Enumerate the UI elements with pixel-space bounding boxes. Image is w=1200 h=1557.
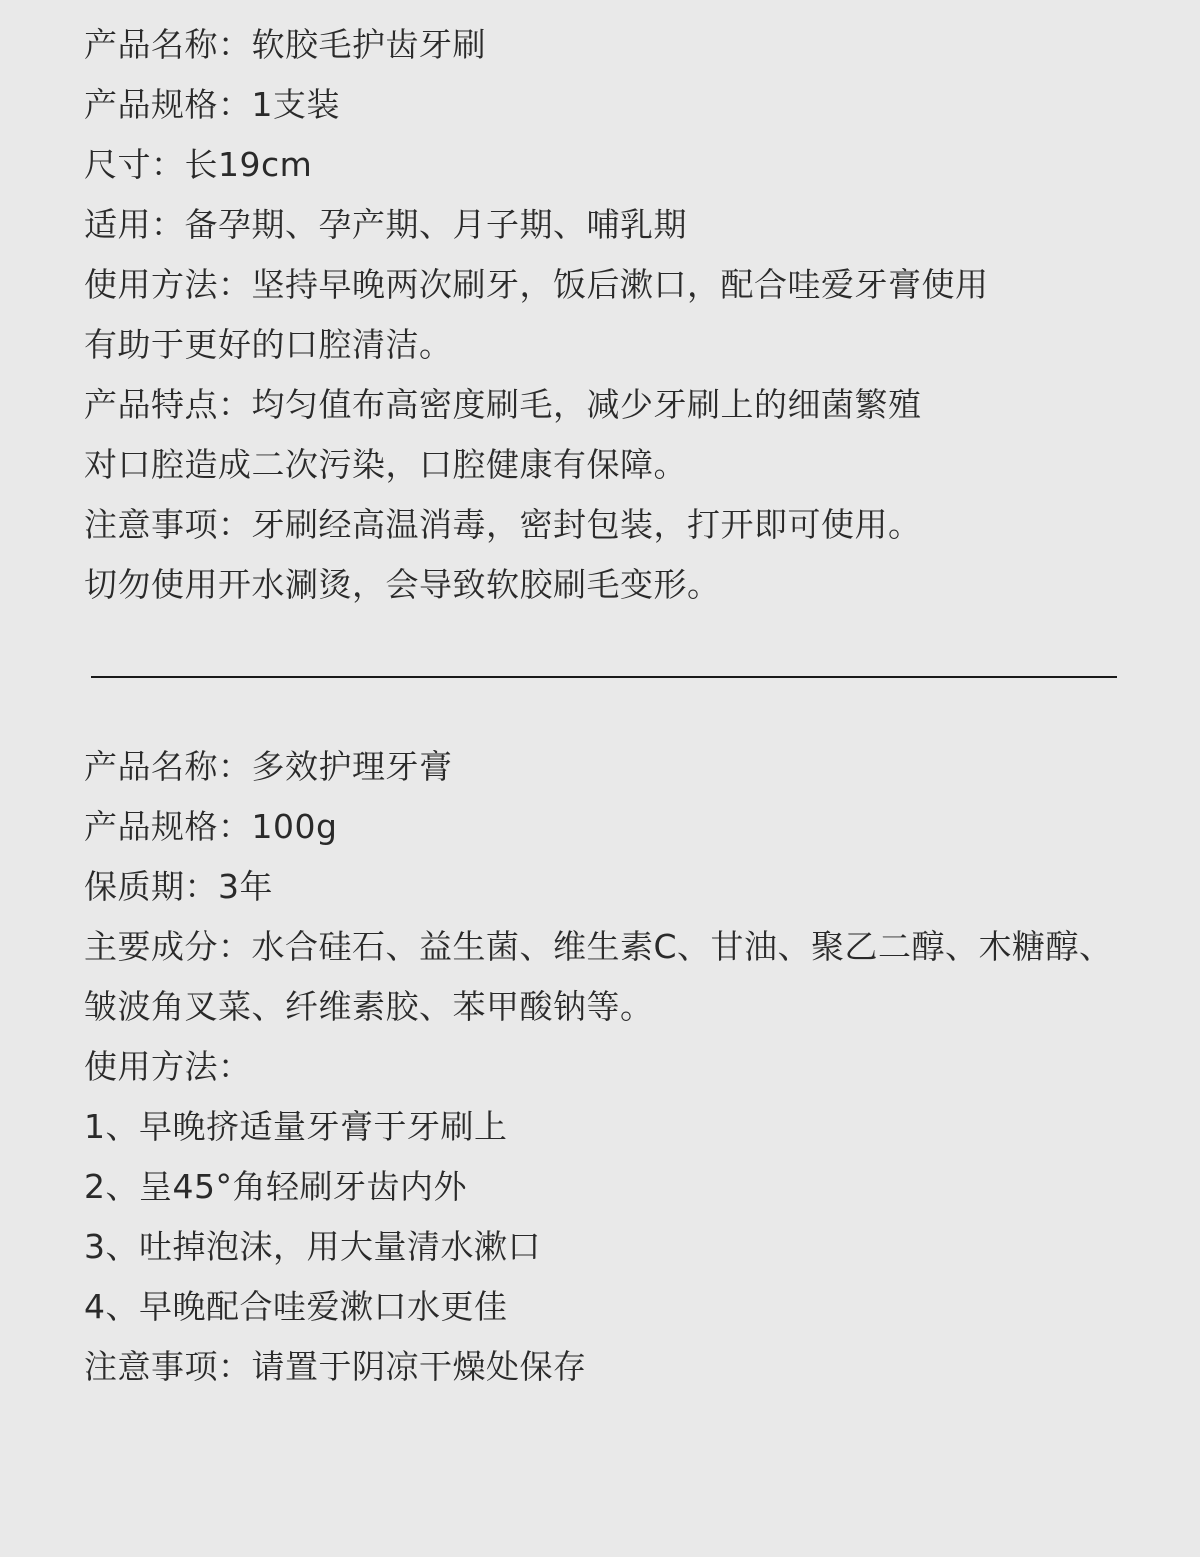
toothbrush-notice: 注意事项：牙刷经高温消毒，密封包装，打开即可使用。 [84,505,922,544]
toothpaste-ingredients: 主要成分：水合硅石、益生菌、维生素C、甘油、聚乙二醇、木糖醇、 [84,927,1113,966]
toothpaste-spec-section [84,737,1140,1397]
toothbrush-features-cont: 对口腔造成二次污染，口腔健康有保障。 [84,445,687,484]
toothpaste-shelf-life: 保质期：3年 [84,867,273,906]
toothpaste-usage-step-4: 4、早晚配合哇爱漱口水更佳 [84,1287,508,1326]
section-divider [91,676,1117,678]
toothbrush-features: 产品特点：均匀值布高密度刷毛，减少牙刷上的细菌繁殖 [84,385,922,424]
toothpaste-usage-heading: 使用方法： [84,1047,252,1086]
toothbrush-usage-cont: 有助于更好的口腔清洁。 [84,325,453,364]
toothpaste-usage-step-1: 1、早晚挤适量牙膏于牙刷上 [84,1107,508,1146]
toothbrush-spec-section [84,15,1140,615]
toothpaste-product-spec: 产品规格：100g [84,807,338,846]
toothpaste-notice: 注意事项：请置于阴凉干燥处保存 [84,1347,587,1386]
toothbrush-product-name: 产品名称：软胶毛护齿牙刷 [84,25,486,64]
toothbrush-notice-cont: 切勿使用开水涮烫，会导致软胶刷毛变形。 [84,565,721,604]
toothbrush-usage: 使用方法：坚持早晚两次刷牙，饭后漱口，配合哇爱牙膏使用 [84,265,989,304]
toothpaste-ingredients-cont: 皱波角叉菜、纤维素胶、苯甲酸钠等。 [84,987,654,1026]
toothpaste-usage-step-3: 3、吐掉泡沫，用大量清水漱口 [84,1227,541,1266]
toothpaste-product-name: 产品名称：多效护理牙膏 [84,747,453,786]
toothbrush-product-spec: 产品规格：1支装 [84,85,340,124]
toothbrush-size: 尺寸：长19cm [84,145,313,184]
toothpaste-usage-step-2: 2、呈45°角轻刷牙齿内外 [84,1167,467,1206]
toothbrush-applicable: 适用：备孕期、孕产期、月子期、哺乳期 [84,205,687,244]
